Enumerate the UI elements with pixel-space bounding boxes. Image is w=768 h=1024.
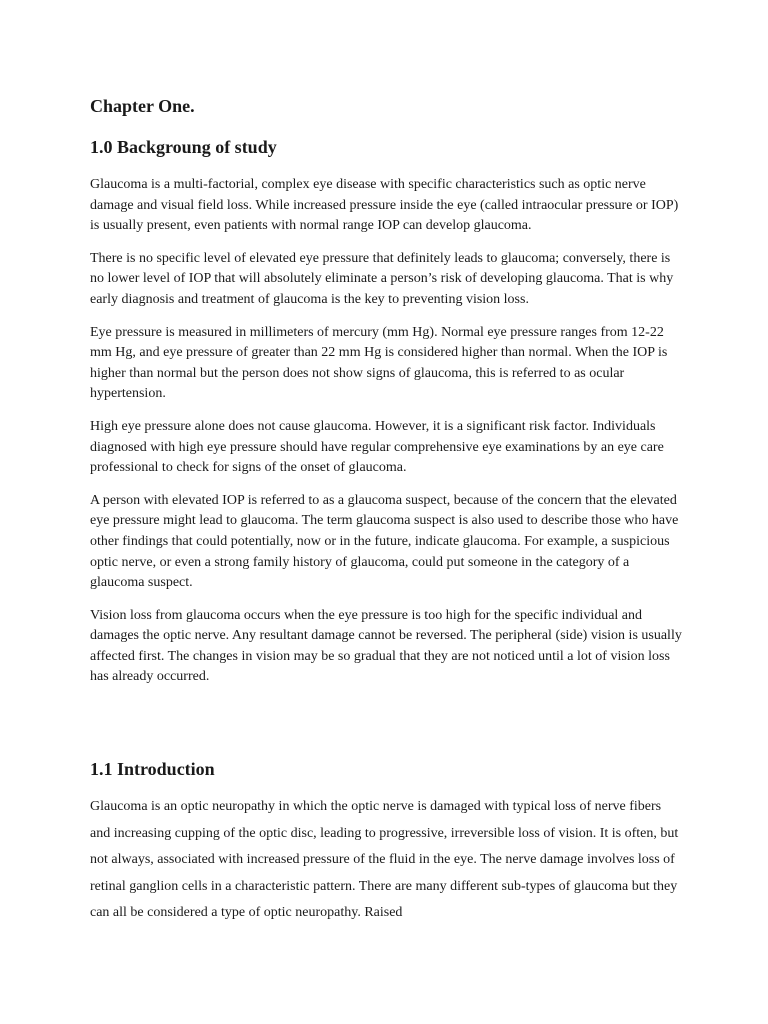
paragraph: There is no specific level of elevated eye pressure that definitely leads to glaucoma; conversely, there is no lower level of IOP that will absolutely eliminate a person’s risk of developing glaucoma. That is why early diagnosis and treatment of glaucoma is the key to preventing vision loss.: [90, 250, 674, 307]
paragraph: Eye pressure is measured in millimeters of mercury (mm Hg). Normal eye pressure ranges from 12-22 mm Hg, and eye pressure of greater than 22 mm Hg is considered higher than normal. When the IOP is higher than normal but the person does not show signs of glaucoma, this is referred to as ocular hypertension.: [90, 324, 668, 402]
paragraph: Glaucoma is a multi-factorial, complex eye disease with specific characteristics such as optic nerve damage and visual field loss. While increased pressure inside the eye (called intraocular pressure or IOP) is usually present, even patients with normal range IOP can develop glaucoma.: [90, 177, 679, 234]
paragraph: High eye pressure alone does not cause glaucoma. However, it is a significant risk factor. Individuals diagnosed with high eye pressure should have regular comprehensive eye examinations by an eye care professional to check for signs of the onset of glaucoma.: [90, 418, 664, 476]
chapter-title: Chapter One.: [90, 96, 195, 116]
section-heading-background-of-study: 1.0 Backgroung of study: [90, 137, 277, 157]
background-section-body: [90, 175, 682, 700]
paragraph: Vision loss from glaucoma occurs when the eye pressure is too high for the specific individual and damages the optic nerve. Any resultant damage cannot be reversed. The peripheral (side) vision is usually affected first. The changes in vision may be so gradual that they are not noticed until a lot of vision loss has already occurred.: [90, 607, 682, 685]
paragraph: Glaucoma is an optic neuropathy in which the optic nerve is damaged with typical loss of nerve fibers and increasing cupping of the optic disc, leading to progressive, irreversible loss of vision. It is often, but not always, associated with increased pressure of the fluid in the eye. The nerve damage involves loss of retinal ganglion cells in a characteristic pattern. There are many different sub-types of glaucoma but they can all be considered a type of optic neuropathy. Raised: [90, 799, 679, 921]
section-heading-introduction: 1.1 Introduction: [90, 759, 215, 779]
introduction-section-body: [90, 794, 682, 927]
paragraph: A person with elevated IOP is referred to as a glaucoma suspect, because of the concern that the elevated eye pressure might lead to glaucoma. The term glaucoma suspect is also used to describe those who have other findings that could potentially, now or in the future, indicate glaucoma. For example, a suspicious optic nerve, or even a strong family history of glaucoma, could put someone in the category of a glaucoma suspect.: [90, 492, 679, 591]
